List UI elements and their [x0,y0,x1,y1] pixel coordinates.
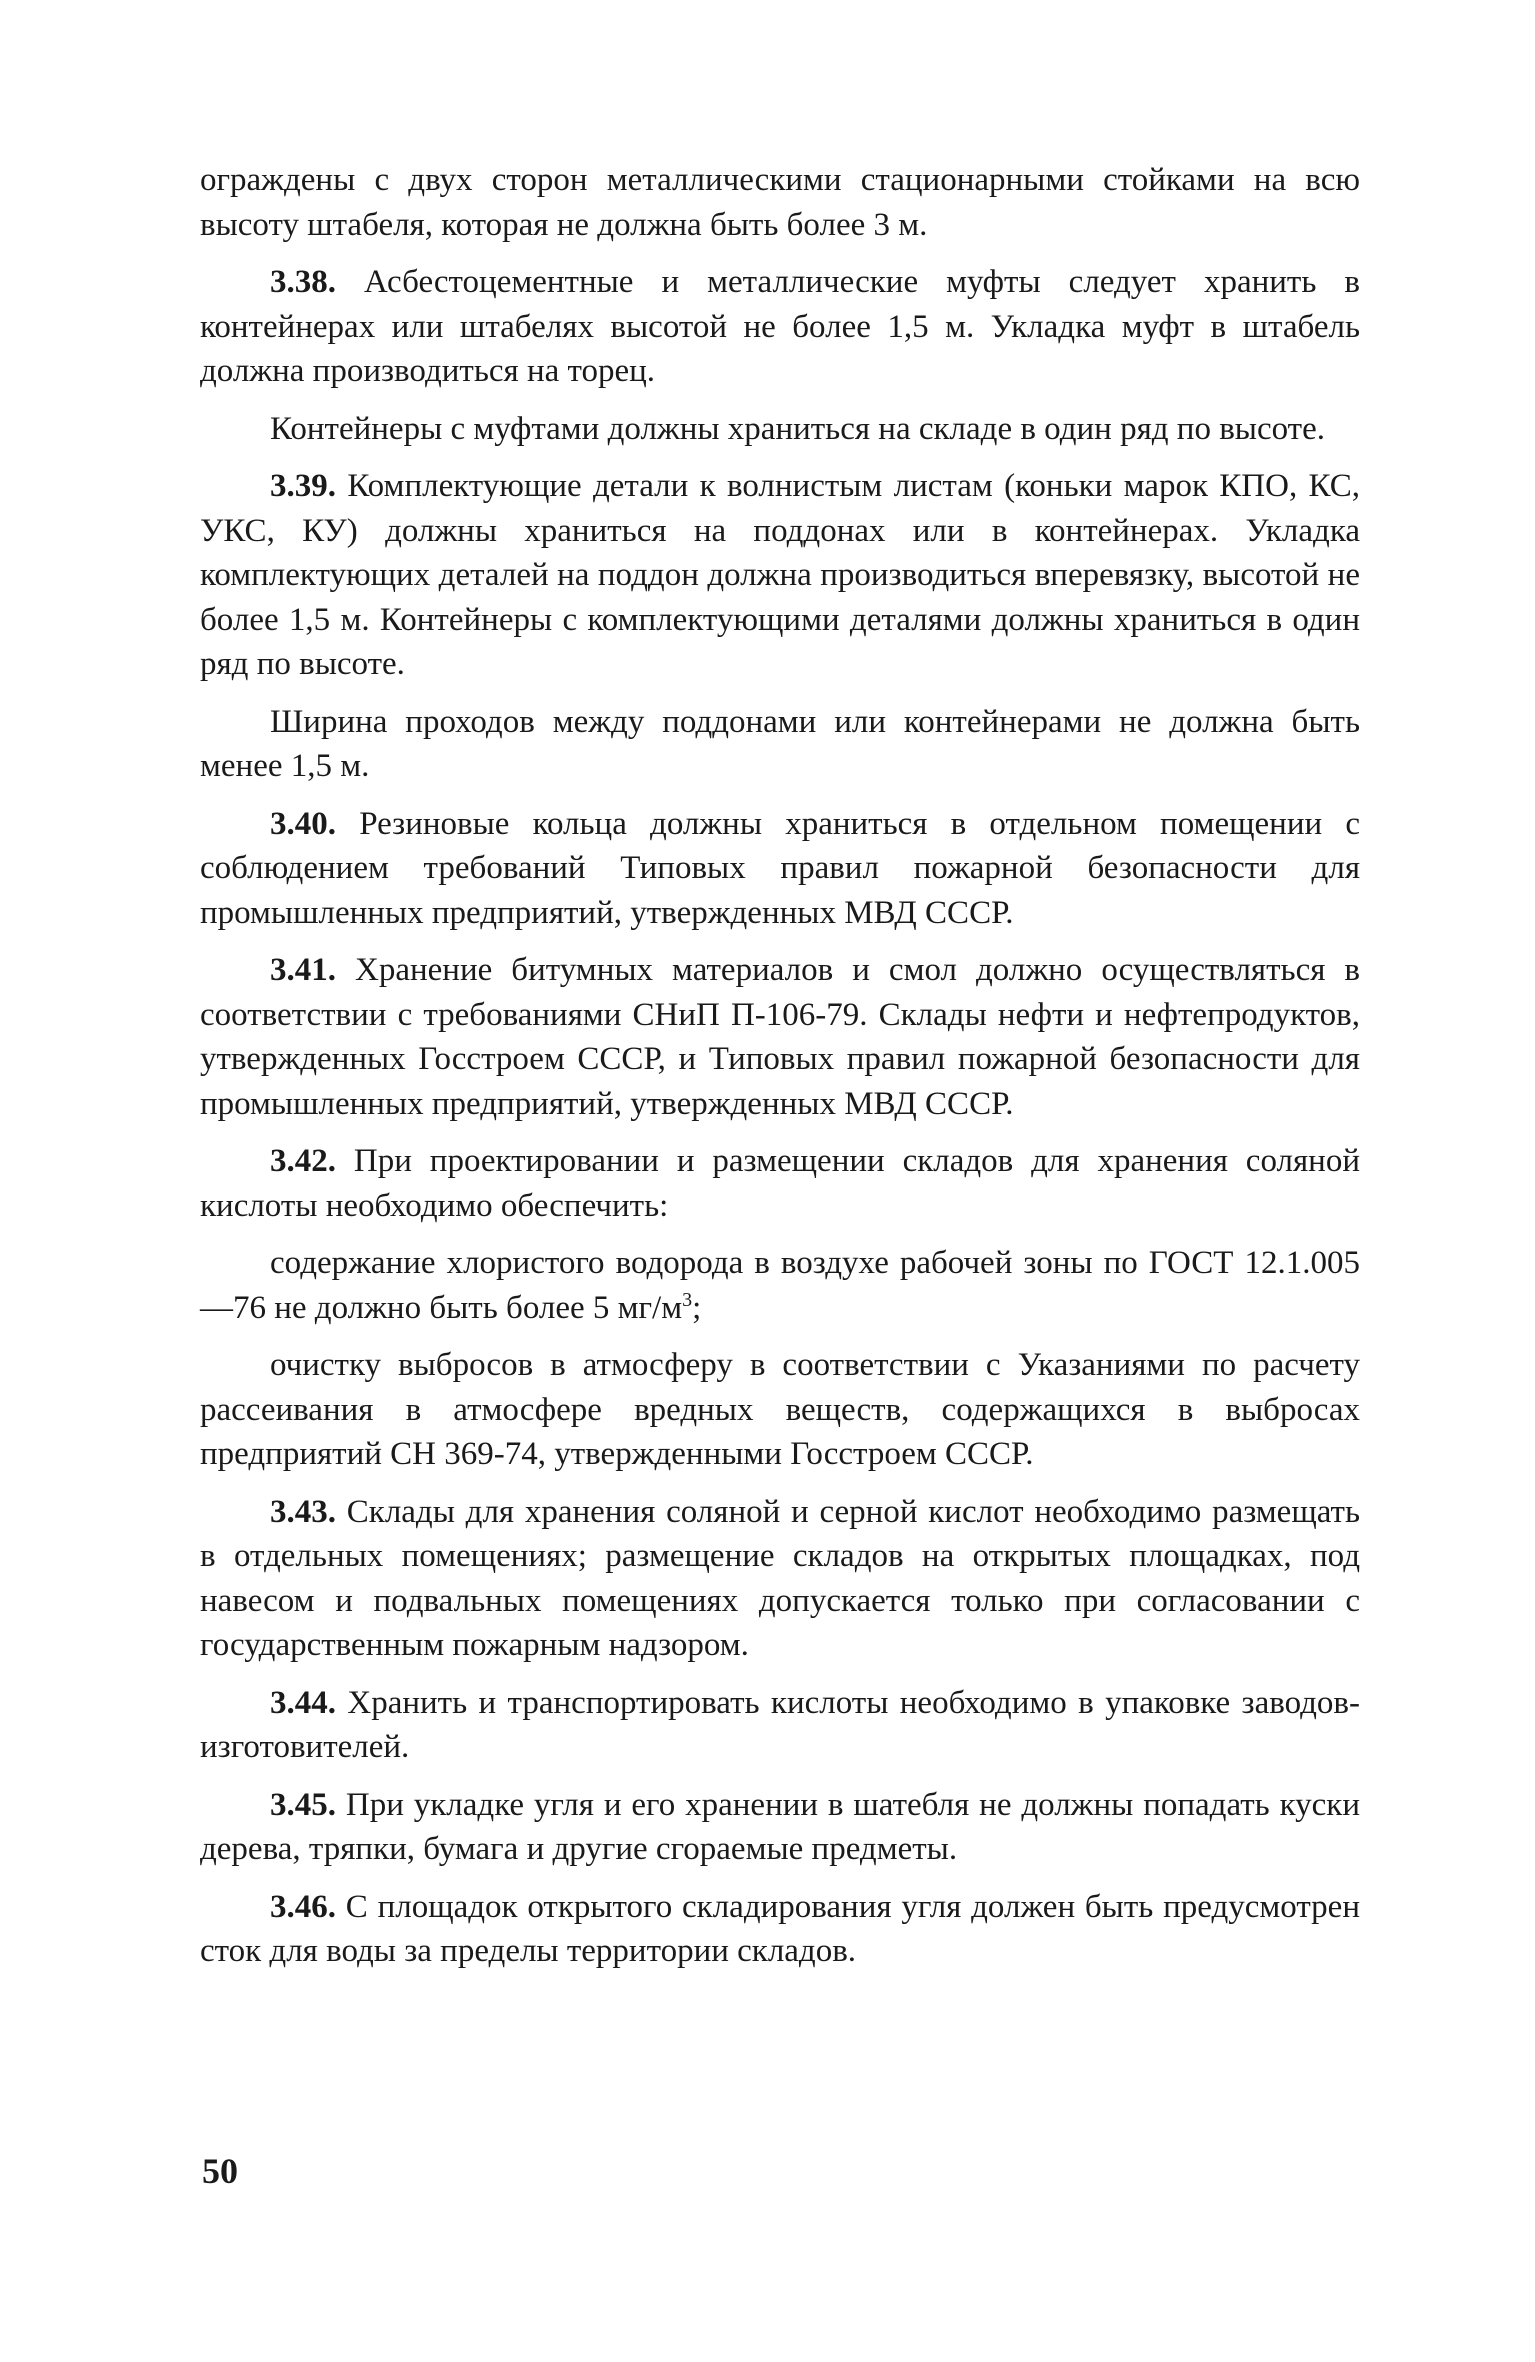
paragraph-text: Хранение битумных материалов и смол должно осуществляться в соответствии с требованиями СНиП П-106-79. Склады нефти и нефтепродуктов, утвержденных Госстроем СССР, и Типовых правил пожарной безопасности для промышленных предприятий, утвержденных МВД СССР. [200,952,1360,1122]
paragraph-text: ограждены с двух сторон металлическими стационарными стойками на всю высоту штабеля, которая не должна быть более 3 м. [200,162,1360,243]
section-number: 3.40. [270,805,336,842]
paragraph [200,1241,1360,1330]
paragraph [200,158,1360,247]
paragraph-3-39 [200,464,1360,687]
paragraph-3-46 [200,1885,1360,1974]
paragraph-text: Контейнеры с муфтами должны храниться на складе в один ряд по высоте. [270,410,1326,447]
paragraph [200,700,1360,789]
paragraph [200,1343,1360,1477]
paragraph-text: Склады для хранения соляной и серной кислот необходимо размещать в отдельных помещениях; размещение складов на открытых площадках, под навесом и подвальных помещениях допускается только при согласовании с государственным пожарным надзором. [200,1493,1360,1663]
section-number: 3.43. [270,1493,336,1530]
paragraph [200,407,1360,452]
paragraph-3-38 [200,260,1360,394]
superscript: 3 [682,1288,693,1311]
paragraph-text: очистку выбросов в атмосферу в соответствии с Указаниями по расчету рассеивания в атмосфере вредных веществ, содержащихся в выбросах предприятий СН 369-74, утвержденными Госстроем СССР. [200,1347,1360,1472]
paragraph-text: содержание хлористого водорода в воздухе рабочей зоны по ГОСТ 12.1.005—76 не должно быть более 5 мг/м [200,1245,1360,1326]
section-number: 3.45. [270,1786,336,1823]
paragraph-3-43 [200,1490,1360,1668]
paragraph-text: При укладке угля и его хранении в шатебля не должны попадать куски дерева, тряпки, бумага и другие сгораемые предметы. [200,1786,1360,1867]
paragraph-text: При проектировании и размещении складов для хранения соляной кислоты необходимо обеспечить: [200,1143,1360,1224]
section-number: 3.42. [270,1143,336,1179]
paragraph-text: Асбестоцементные и металлические муфты следует хранить в контейнерах или штабелях высотой не более 1,5 м. Укладка муфт в штабель должна производиться на торец. [200,264,1360,389]
paragraph-3-41 [200,948,1360,1126]
paragraph-3-40 [200,802,1360,936]
paragraph-text: Комплектующие детали к волнистым листам (коньки марок КПО, КС, УКС, КУ) должны храниться на поддонах или в контейнерах. Укладка комплектующих деталей на поддон должна производиться вперевязку, высотой не более 1,5 м. Контейнеры с комплектующими деталями должны храниться в один ряд по высоте. [200,468,1360,682]
paragraph-text: Ширина проходов между поддонами или контейнерами не должна быть менее 1,5 м. [200,703,1360,784]
paragraph-3-42 [200,1139,1360,1228]
section-number: 3.38. [270,264,336,300]
section-number: 3.44. [270,1684,336,1721]
paragraph-text-tail: ; [692,1289,702,1326]
page-number: 50 [202,2151,238,2191]
paragraph-text: Хранить и транспортировать кислоты необходимо в упаковке заводов-изготовителей. [200,1684,1360,1765]
section-number: 3.41. [270,952,336,988]
paragraph-3-44 [200,1681,1360,1770]
section-number: 3.39. [270,468,336,504]
paragraph-text: Резиновые кольца должны храниться в отдельном помещении с соблюдением требований Типовых правил пожарной безопасности для промышленных предприятий, утвержденных МВД СССР. [200,805,1360,931]
document-body [200,158,1360,1987]
section-number: 3.46. [270,1888,336,1925]
paragraph-text: С площадок открытого складирования угля должен быть предусмотрен сток для воды за пределы территории складов. [200,1888,1360,1969]
paragraph-3-45 [200,1783,1360,1872]
